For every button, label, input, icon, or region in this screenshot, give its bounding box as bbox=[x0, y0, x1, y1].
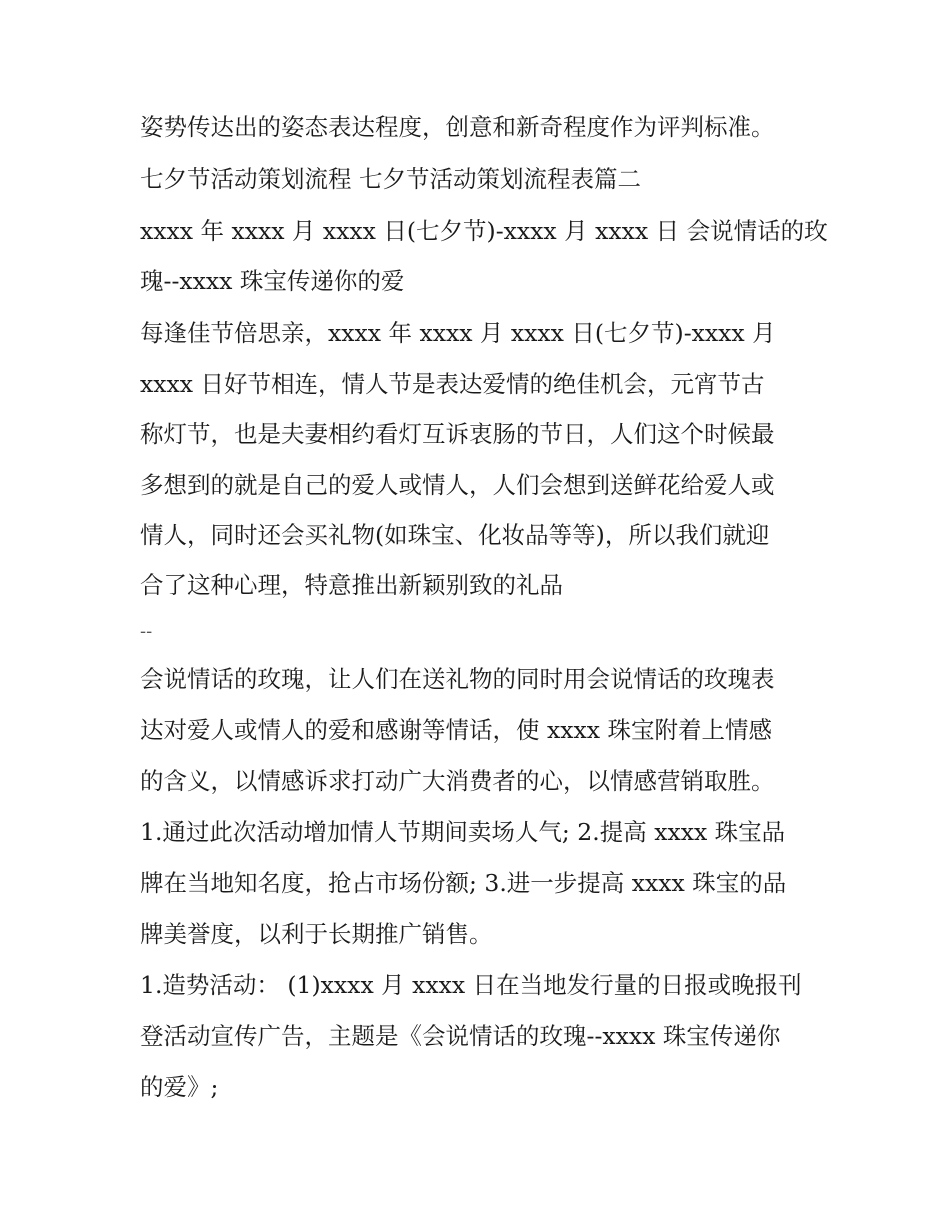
text-line: 多想到的就是自己的爱人或情人，人们会想到送鲜花给爱人或 bbox=[140, 471, 775, 499]
text-line: 称灯节，也是夫妻相约看灯互诉衷肠的节日，人们这个时候最 bbox=[140, 420, 775, 448]
text-line: 会说情话的玫瑰，让人们在送礼物的同时用会说情话的玫瑰表 bbox=[140, 665, 775, 693]
text-line: 情人，同时还会买礼物(如珠宝、化妆品等等)，所以我们就迎 bbox=[140, 521, 770, 549]
text-line: 七夕节活动策划流程 七夕节活动策划流程表篇二 bbox=[140, 165, 641, 193]
text-line: 1.造势活动： (1)xxxx 月 xxxx 日在当地发行量的日报或晚报刊 bbox=[140, 971, 802, 999]
text-line: 合了这种心理，特意推出新颖别致的礼品 bbox=[140, 571, 563, 599]
text-line: 的爱》; bbox=[140, 1073, 219, 1101]
text-line: 牌在当地知名度，抢占市场份额; 3.进一步提高 xxxx 珠宝的品 bbox=[140, 869, 787, 897]
text-line: xxxx 年 xxxx 月 xxxx 日(七夕节)-xxxx 月 xxxx 日 会说情话的玫 bbox=[140, 217, 828, 245]
separator-dashes: -- bbox=[140, 621, 153, 642]
text-line: 的含义，以情感诉求打动广大消费者的心，以情感营销取胜。 bbox=[140, 767, 775, 795]
text-line: 登活动宣传广告，主题是《会说情话的玫瑰--xxxx 珠宝传递你 bbox=[140, 1022, 781, 1050]
text-line: 瑰--xxxx 珠宝传递你的爱 bbox=[140, 267, 405, 295]
text-line: 牌美誉度，以利于长期推广销售。 bbox=[140, 920, 493, 948]
text-line: 1.通过此次活动增加情人节期间卖场人气; 2.提高 xxxx 珠宝品 bbox=[140, 818, 786, 846]
text-line: xxxx 日好节相连，情人节是表达爱情的绝佳机会，元宵节古 bbox=[140, 370, 765, 398]
text-line: 达对爱人或情人的爱和感谢等情话，使 xxxx 珠宝附着上情感 bbox=[140, 716, 772, 744]
text-line: 姿势传达出的姿态表达程度，创意和新奇程度作为评判标准。 bbox=[140, 113, 775, 141]
text-line: 每逢佳节倍思亲，xxxx 年 xxxx 月 xxxx 日(七夕节)-xxxx 月 bbox=[140, 319, 776, 347]
